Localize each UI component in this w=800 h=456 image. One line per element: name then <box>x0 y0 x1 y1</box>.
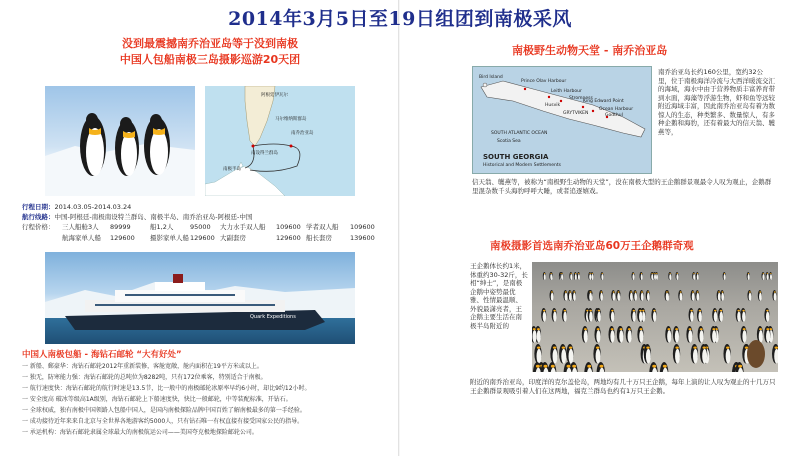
page-title: 2014年3月5日至19日组团到南极采风 <box>228 8 572 30</box>
ship-photo <box>45 252 355 344</box>
list-item: 一 安全度高 破冰等级高1A级别，海钻石邮轮上下船速度快，快比一般邮轮，中等装配标准，开钻石。 <box>22 396 292 403</box>
wildlife-text-side: 南乔治亚岛长约160公里，宽约32公里，位于南极海洋冷流与大西洋暖流交汇的海域，海水中由于营养物质丰富养育带到水面，海藻等浮游生物，虾和鱼等远较附近海域丰富，因此南乔治亚岛有着为数惊人的生态，种类繁多、数量惊人，有多种企鹅和海豹，还有着最大的信天翁、鹱燕等， <box>658 68 775 136</box>
map-label-ocean: SOUTH ATLANTIC OCEAN <box>491 131 548 136</box>
price-cell: 89999 <box>110 223 131 231</box>
price-cell: 航海家单人船 <box>62 233 101 242</box>
price-label: 行程价格： <box>22 223 55 231</box>
route-label: 航行线路： <box>22 213 55 221</box>
left-subtitle-2: 中国人包船南极三岛摄影巡游20天团 <box>119 53 301 66</box>
list-item: 一 独无，防寒能力强：海钻石邮轮的总吨位为8282吨，只有172位乘客，特别适合于南极。 <box>22 374 267 381</box>
price-cell: 学者双人船 <box>306 223 339 231</box>
map-label-south-shetland: 南设得兰群岛 <box>251 151 278 156</box>
penguin-colony-photo <box>532 262 778 372</box>
price-cell: 船长套房 <box>306 233 332 242</box>
penguin-text-wide: 附近的南乔治亚岛，印度洋的克尔盖伦岛，两地均有几十万只王企鹅，每年上演的让人叹为观止的十几万只王企鹅群景观吸引着人们在这两地，福克兰群岛也约有1万只王企鹅。 <box>470 378 776 395</box>
penguin-text-side: 王企鹅体长约1米，体重约30-32斤，长相“绅士”，是南极企鹅中姿势最优雅、性情最温顺、外貌最潇亮者，王企鹅主要生活在南极半岛附近的 <box>470 262 528 330</box>
map-title: SOUTH GEORGIA <box>483 153 549 161</box>
king-penguins-photo <box>45 86 195 196</box>
map-label-south-georgia: 南乔治亚岛 <box>291 131 314 136</box>
price-cell: 三人船舱3人 <box>62 223 99 231</box>
list-item: 一 成功接待近年来来自北京与全世界各地游客约5000人，只有钻石唯一有权直接有接受国家公民的指导。 <box>22 418 304 425</box>
map-label-leith: Leith Harbour <box>551 89 582 94</box>
left-subtitle-1: 没到最震撼南乔治亚岛等于没到南极 <box>122 37 298 50</box>
price-row <box>62 223 375 232</box>
price-row <box>62 233 375 243</box>
itinerary-dates <box>22 203 131 212</box>
section-penguin-heading: 南极摄影首选南乔治亚岛60万王企鹅群奇观 <box>490 240 694 252</box>
itinerary-route <box>22 213 252 222</box>
list-item: 一 承运机构：海钻石邮轮隶属全球最大的南极航运公司——美国夸克极地探险邮轮公司。 <box>22 429 258 436</box>
map-label-grytviken: GRYTVIKEN <box>563 111 589 116</box>
ship-feature-list <box>22 361 382 438</box>
map-label-king-edward: King Edward Point <box>583 99 624 104</box>
dates-value: 2014.03.05-2014.03.24 <box>54 203 132 211</box>
map-label-prince-olav: Prince Olav Harbour <box>521 79 567 84</box>
map-label-argentina: 阿根廷伊瓦尔 <box>261 93 288 98</box>
map-label-bird-island: Bird Island <box>479 75 503 80</box>
wildlife-text-wide: 信天翁、鹱燕等，被称为“南极野生动物的天堂”，没在南极大型的王企鹅群景观最令人叹为观止，企鹅群里混杂数千头海豹呼呼大睡，或者追逐嬉戏。 <box>472 178 772 195</box>
list-item: 一 全球权威，独有南极中国领路人包船中国人，是国内南极探险品牌中国百姓了解南极最多的第一手经验。 <box>22 407 306 414</box>
map-label-malvinas: 马尔维纳斯群岛 <box>275 117 307 122</box>
list-item: 一 新船、郵豪华：海钻石邮轮2012年重新装修，客舱宽敞，舱内面积在19平方米或以上。 <box>22 363 263 370</box>
map-label-antarctic-peninsula: 南极半岛 <box>223 167 241 172</box>
dates-label: 行程日期： <box>22 203 55 211</box>
price-cell: 大力水手双人船 <box>220 223 266 231</box>
price-cell: 船1,2人 <box>150 223 174 231</box>
map-label-godthul: Godthul <box>605 113 623 118</box>
price-cell: 109600 <box>350 223 375 231</box>
price-cell: 129600 <box>110 233 135 242</box>
map-label-husvik: Husvik <box>545 103 561 108</box>
right-page <box>400 0 800 456</box>
price-cell: 139600 <box>350 233 375 242</box>
map-label-ocean-harbour: Ocean Harbour <box>599 107 634 112</box>
price-cell: 95000 <box>190 223 211 231</box>
price-cell: 129600 <box>190 233 215 242</box>
price-cell: 大副套房 <box>220 233 246 242</box>
price-cell: 129600 <box>276 233 301 242</box>
price-cell: 摄影家单人船 <box>150 233 189 242</box>
list-item: 一 航行速度快：海钻石邮轮的航行时速是13.5节，比一般中的南极邮轮冰原率早约6小时，却比9约12小时。 <box>22 385 311 392</box>
south-georgia-map <box>472 66 652 174</box>
map-label-stromness: Stromness <box>569 96 593 101</box>
route-map <box>205 86 355 196</box>
section-wildlife-heading: 南极野生动物天堂 - 南乔治亚岛 <box>512 44 668 57</box>
map-subtitle: Historical and Modern Settlements <box>483 163 562 168</box>
route-value: 中国-阿根廷-南极南设特兰群岛、南极半岛、南乔治亚岛-阿根廷-中国 <box>54 213 253 221</box>
price-table <box>62 223 375 242</box>
price-cell: 109600 <box>276 223 301 231</box>
ship-logo: Quark Expeditions <box>250 314 296 320</box>
ship-heading: 中国人南极包船 - 海钻石邮轮 “大有好处” <box>22 350 182 360</box>
map-label-scotia-sea: Scotia Sea <box>497 139 521 144</box>
